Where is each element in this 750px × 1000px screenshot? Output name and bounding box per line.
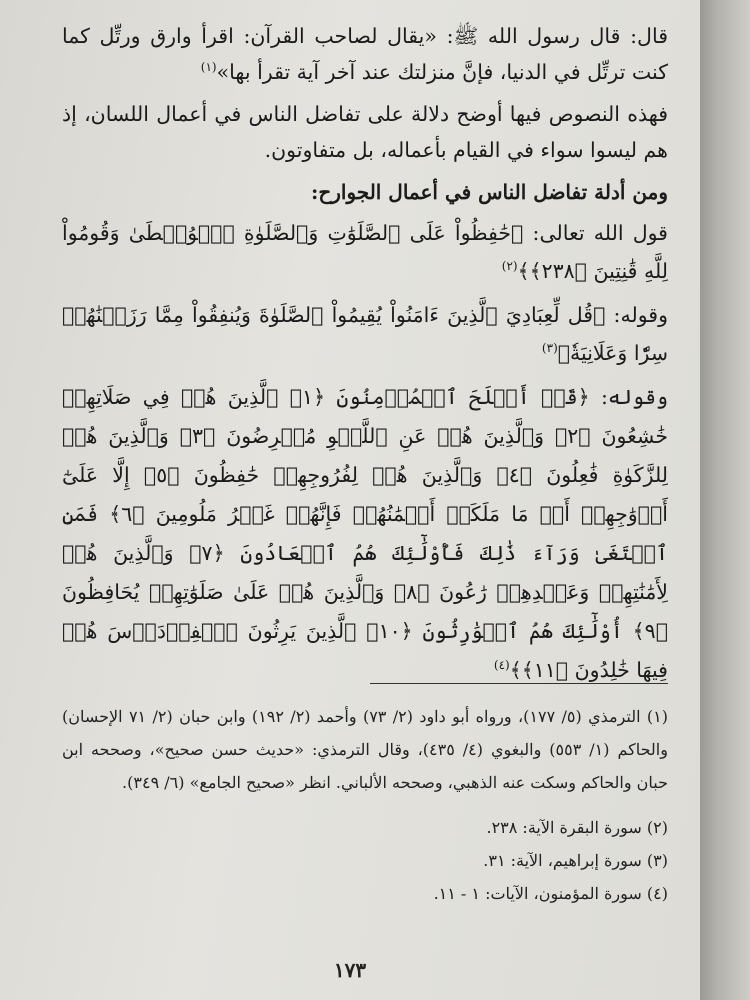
verse-3: [62, 378, 668, 690]
footnotes: [62, 700, 668, 910]
verse-1-intro: قول الله تعالى:: [523, 221, 668, 245]
next-page-edge: [700, 0, 750, 1000]
verse-2-intro: وقوله:: [605, 303, 668, 327]
verse-2-text: ﴿قُل لِّعِبَادِيَ ٱلَّذِينَ ءَامَنُواْ يُقِيمُواْ ٱلصَّلَوٰةَ وَيُنفِقُواْ مِمَّا رَزَقۡنَٰهُمۡ سِرّٗا وَعَلَانِيَةٗ﴾: [62, 303, 668, 365]
conclusion-paragraph: فهذه النصوص فيها أوضح دلالة على تفاضل الناس في أعمال اللسان، إذ هم ليسوا سواء في القيام بأعماله، بل متفاوتون.: [62, 102, 668, 162]
hadith-paragraph: [62, 18, 668, 90]
verse-3-intro: وقوله:: [589, 385, 669, 409]
footnote-divider: [370, 683, 668, 684]
footnote-1: (١) الترمذي (٥/ ١٧٧)، ورواه أبو داود (٢/ ٧٣) وأحمد (٢/ ١٩٢) وابن حبان (٢/ ٧١ الإحسان) والحاكم (١/ ٥٥٣) والبغوي (٤/ ٤٣٥)، وقال الترمذي: «حديث حسن صحيح»، وصححه ابن حبان والحاكم وسكت عنه الذهبي، وصححه الألباني. انظر «صحيح الجامع» (٦/ ٣٤٩).: [62, 707, 669, 792]
footnote-3: (٣) سورة إبراهيم، الآية: ٣١.: [483, 851, 668, 870]
section-heading: ومن أدلة تفاضل الناس في أعمال الجوارح:: [310, 180, 668, 204]
footnote-2: (٢) سورة البقرة الآية: ٢٣٨.: [486, 818, 668, 837]
page-number: ١٧٣: [333, 958, 367, 982]
verse-1-text: ﴿حَٰفِظُواْ عَلَى ٱلصَّلَوَٰتِ وَٱلصَّلَوٰةِ ٱلۡوُسۡطَىٰ وَقُومُواْ لِلَّهِ قَٰنِتِينَ ﴿٢٣٨﴾﴾: [62, 221, 668, 283]
hadith-text: قال: قال رسول الله ﷺ: «يقال لصاحب القرآن: اقرأ وارق ورتِّل كما كنت ترتِّل في الدنيا، فإنَّ منزلتك عند آخر آية تقرأ بها»: [62, 24, 668, 84]
footnote-ref-3[interactable]: (٣): [541, 341, 558, 356]
verse-3-text: ﴿قَدۡ أَفۡلَحَ ٱلۡمُؤۡمِنُونَ ﴿١﴾ ٱلَّذِينَ هُمۡ فِي صَلَاتِهِمۡ خَٰشِعُونَ ﴿٢﴾ وَٱلَّذِينَ هُمۡ عَنِ ٱللَّغۡوِ مُعۡرِضُونَ ﴿٣﴾ وَٱلَّذِينَ هُمۡ لِلزَّكَوٰةِ فَٰعِلُونَ ﴿٤﴾ وَٱلَّذِينَ هُمۡ لِفُرُوجِهِمۡ حَٰفِظُونَ ﴿٥﴾ إِلَّا عَلَىٰٓ أَزۡوَٰجِهِمۡ أَوۡ مَا مَلَكَتۡ أَيۡمَٰنُهُمۡ فَإِنَّهُمۡ غَيۡرُ مَلُومِينَ ﴿٦﴾ فَمَنِ ٱبۡتَغَىٰ وَرَآءَ ذَٰلِكَ فَأُوْلَٰٓئِكَ هُمُ ٱلۡعَادُونَ ﴿٧﴾ وَٱلَّذِينَ هُمۡ لِأَمَٰنَٰتِهِمۡ وَعَهۡدِهِمۡ رَٰعُونَ ﴿٨﴾ وَٱلَّذِينَ هُمۡ عَلَىٰ صَلَوَٰتِهِمۡ يُحَافِظُونَ ﴿٩﴾ أُوْلَٰٓئِكَ هُمُ ٱلۡوَٰرِثُونَ ﴿١٠﴾ ٱلَّذِينَ يَرِثُونَ ٱلۡفِرۡدَوۡسَ هُمۡ فِيهَا خَٰلِدُونَ ﴿١١﴾﴾: [62, 385, 669, 682]
verse-1: [62, 214, 668, 290]
footnote-ref-2[interactable]: (٢): [501, 259, 518, 274]
footnote-ref-1[interactable]: (١): [200, 60, 217, 75]
main-text: [62, 18, 668, 696]
footnote-4: (٤) سورة المؤمنون، الآيات: ١ - ١١.: [433, 884, 668, 903]
footnote-ref-4[interactable]: (٤): [493, 658, 510, 673]
verse-2: [62, 296, 668, 372]
